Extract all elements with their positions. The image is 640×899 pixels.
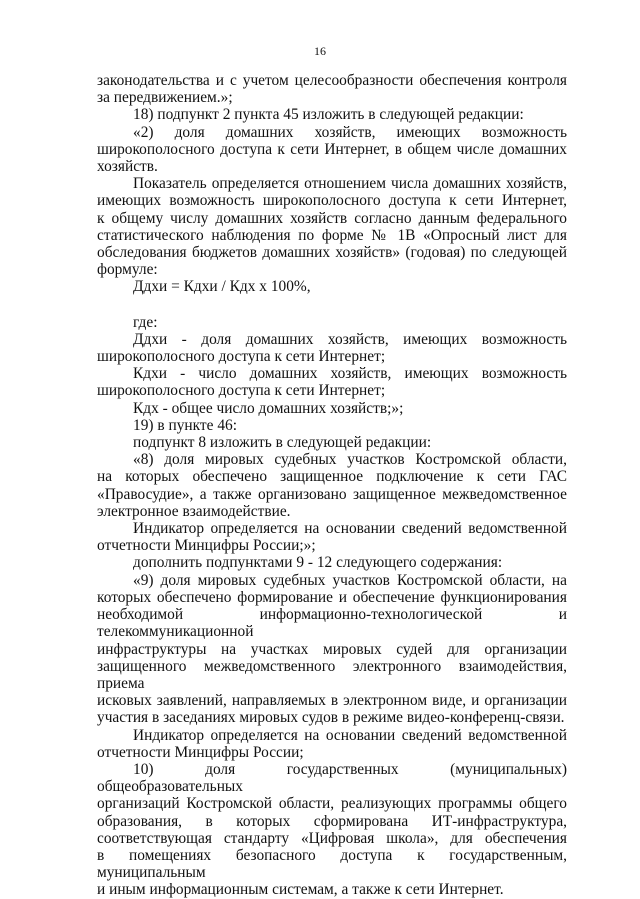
paragraph-subitem-8-intro <box>97 434 567 451</box>
text-line: к общему числу домашних хозяйств согласно данным федерального <box>97 209 567 227</box>
paragraph-subitem-8 <box>97 451 567 520</box>
text-line: участия в заседаниях мировых судов в режиме видео-конференц-связи. <box>97 709 565 727</box>
text-line: обследования бюджетов домашних хозяйств» (годовая) по следующей <box>97 244 567 262</box>
text-line: за передвижением.»; <box>97 89 233 107</box>
vertical-gap <box>97 296 567 314</box>
paragraph-subitem-10 <box>97 761 567 899</box>
text-line: образования, в которых сформирована ИТ-инфраструктура, <box>97 812 567 830</box>
text-line: Кдхи - число домашних хозяйств, имеющих возможность <box>133 365 567 383</box>
text-line: законодательства и с учетом целесообразности обеспечения контроля <box>97 72 567 89</box>
text-line: широкополосного доступа к сети Интернет; <box>97 382 386 400</box>
text-line: широкополосного доступа к сети Интернет, в общем числе домашних <box>97 140 567 158</box>
text-line: где: <box>133 313 158 331</box>
text-line: необходимой информационно-технологической и телекоммуникационной <box>97 606 567 641</box>
paragraph-add-subitems <box>97 554 567 571</box>
text-line: которых обеспечено формирование и обеспечение функционирования <box>97 588 567 606</box>
text-line: 10) доля государственных (муниципальных) общеобразовательных <box>97 760 567 796</box>
text-line: 19) в пункте 46: <box>133 416 237 434</box>
paragraph-where <box>97 314 567 331</box>
text-line: организаций Костромской области, реализующих программы общего <box>97 795 567 813</box>
text-line: 18) подпункт 2 пункта 45 изложить в следующей редакции: <box>133 106 524 124</box>
text-line: широкополосного доступа к сети Интернет; <box>97 348 386 366</box>
text-line: «2) доля домашних хозяйств, имеющих возможность <box>133 123 567 141</box>
text-line: формуле: <box>97 261 158 279</box>
text-line: подпункт 8 изложить в следующей редакции: <box>133 434 432 452</box>
text-line: статистического наблюдения по форме № 1В «Опросный лист для <box>97 226 567 244</box>
text-line: отчетности Минцифры России;»; <box>97 537 316 555</box>
page-number: 16 <box>314 44 326 58</box>
text-line: Кдх - общее число домашних хозяйств;»; <box>133 399 404 417</box>
formula <box>133 278 567 295</box>
text-line: «8) доля мировых судебных участков Костромской области, <box>133 451 567 469</box>
text-line: электронное взаимодействие. <box>97 502 291 520</box>
document-body <box>97 72 567 899</box>
text-line: исковых заявлений, направляемых в электронном виде, и организации <box>97 692 567 710</box>
text-line: отчетности Минцифры России; <box>97 743 304 761</box>
paragraph-definition-ddhi <box>97 331 567 365</box>
paragraph-item-18 <box>97 106 567 123</box>
paragraph-continuation <box>97 72 567 106</box>
paragraph-definition-kdhi <box>97 365 567 399</box>
paragraph-indicator-2 <box>97 727 567 761</box>
text-line: хозяйств. <box>97 158 158 176</box>
paragraph-indicator-definition <box>97 175 567 278</box>
text-line: дополнить подпунктами 9 - 12 следующего содержания: <box>133 554 503 572</box>
text-line: «9) доля мировых судебных участков Костромской области, на <box>133 571 567 589</box>
paragraph-item-19 <box>97 417 567 434</box>
text-line: Ддхи - доля домашних хозяйств, имеющих возможность <box>133 330 567 348</box>
text-line: имеющих возможность широкополосного доступа к сети Интернет, <box>97 192 567 210</box>
formula-text: Ддхи = Кдхи / Кдх x 100%, <box>133 278 311 296</box>
text-line: соответствующая стандарту «Цифровая школа», для обеспечения <box>97 829 567 847</box>
text-line: «Правосудие», а также организовано защищенное межведомственное <box>97 485 567 503</box>
text-line: инфраструктуры на участках мировых судей для организации <box>97 640 567 658</box>
text-line: защищенного межведомственного электронного взаимодействия, приема <box>97 657 567 692</box>
text-line: в помещениях безопасного доступа к государственным, муниципальным <box>97 846 567 882</box>
text-line: на которых обеспечено защищенное подключение к сети ГАС <box>97 468 567 486</box>
paragraph-subitem-2 <box>97 124 567 176</box>
text-line: и иным информационным системам, а также к сети Интернет. <box>97 881 504 899</box>
text-line: Показатель определяется отношением числа домашних хозяйств, <box>133 175 567 193</box>
text-line: Индикатор определяется на основании сведений ведомственной <box>133 520 567 538</box>
text-line: Индикатор определяется на основании сведений ведомственной <box>133 726 567 744</box>
paragraph-definition-kdh <box>97 400 567 417</box>
paragraph-indicator-1 <box>97 520 567 554</box>
paragraph-subitem-9 <box>97 572 567 727</box>
